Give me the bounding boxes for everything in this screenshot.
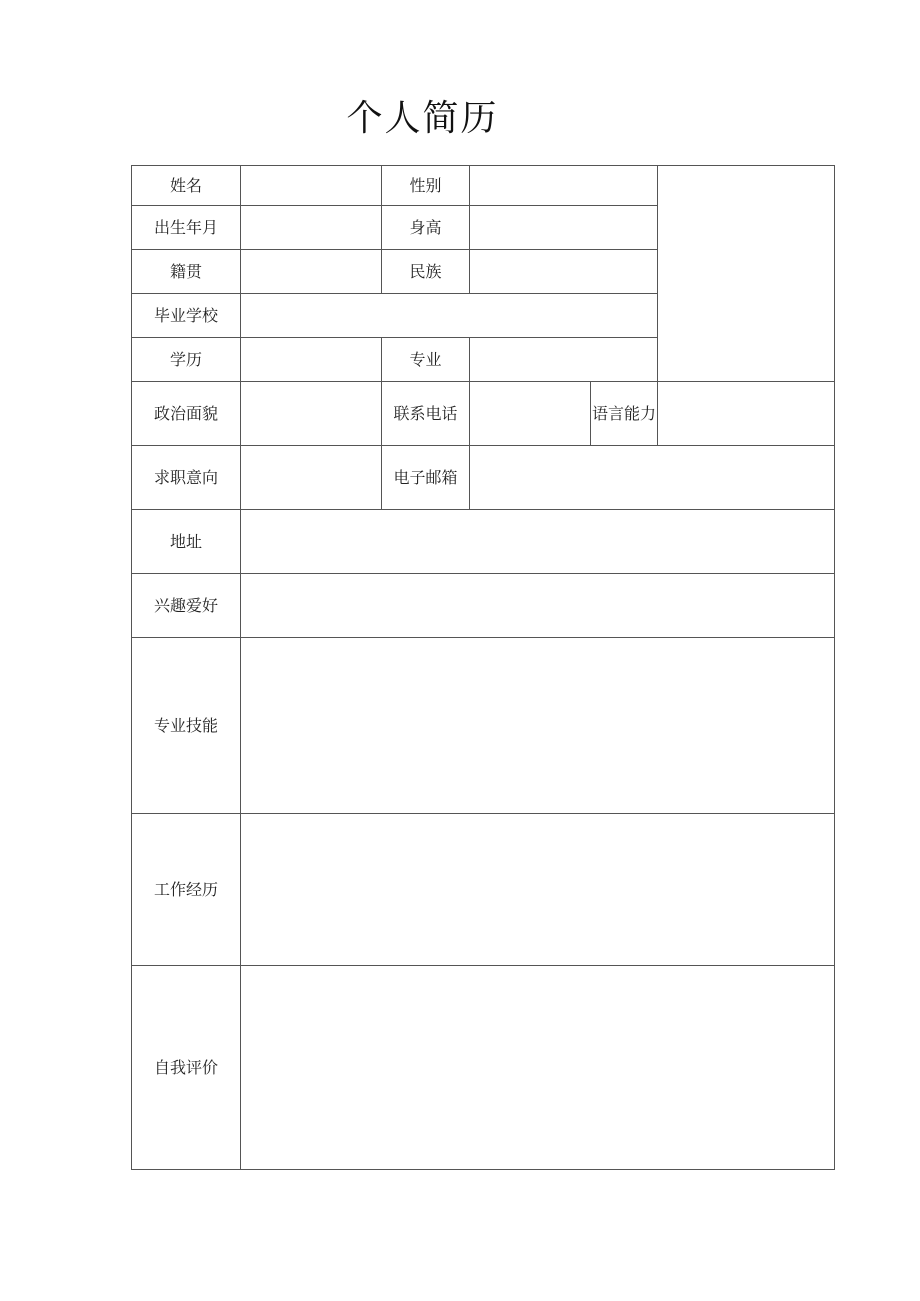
height-label: 身高	[382, 206, 470, 250]
address-label: 地址	[132, 510, 241, 574]
photo-box[interactable]	[658, 166, 835, 382]
self-evaluation-label: 自我评价	[132, 966, 241, 1170]
work-experience-label: 工作经历	[132, 814, 241, 966]
phone-field[interactable]	[470, 382, 591, 446]
skills-label: 专业技能	[132, 638, 241, 814]
skills-field[interactable]	[241, 638, 835, 814]
job-intention-label: 求职意向	[132, 446, 241, 510]
school-field[interactable]	[241, 294, 658, 338]
native-place-label: 籍贯	[132, 250, 241, 294]
resume-table	[131, 165, 835, 1170]
gender-field[interactable]	[470, 166, 658, 206]
page-title: 个人简历	[346, 98, 499, 139]
ethnicity-field[interactable]	[470, 250, 658, 294]
political-status-label: 政治面貌	[132, 382, 241, 446]
education-field[interactable]	[241, 338, 382, 382]
political-status-field[interactable]	[241, 382, 382, 446]
birth-field[interactable]	[241, 206, 382, 250]
job-intention-field[interactable]	[241, 446, 382, 510]
ethnicity-label: 民族	[382, 250, 470, 294]
phone-label: 联系电话	[382, 382, 470, 446]
name-label: 姓名	[132, 166, 241, 206]
self-evaluation-field[interactable]	[241, 966, 835, 1170]
major-label: 专业	[382, 338, 470, 382]
hobbies-field[interactable]	[241, 574, 835, 638]
name-field[interactable]	[241, 166, 382, 206]
major-field[interactable]	[470, 338, 658, 382]
email-field[interactable]	[470, 446, 835, 510]
school-label: 毕业学校	[132, 294, 241, 338]
birth-label: 出生年月	[132, 206, 241, 250]
language-field[interactable]	[658, 382, 835, 446]
email-label: 电子邮箱	[382, 446, 470, 510]
hobbies-label: 兴趣爱好	[132, 574, 241, 638]
address-field[interactable]	[241, 510, 835, 574]
education-label: 学历	[132, 338, 241, 382]
work-experience-field[interactable]	[241, 814, 835, 966]
height-field[interactable]	[470, 206, 658, 250]
language-label: 语言能力	[591, 382, 658, 446]
native-place-field[interactable]	[241, 250, 382, 294]
gender-label: 性别	[382, 166, 470, 206]
